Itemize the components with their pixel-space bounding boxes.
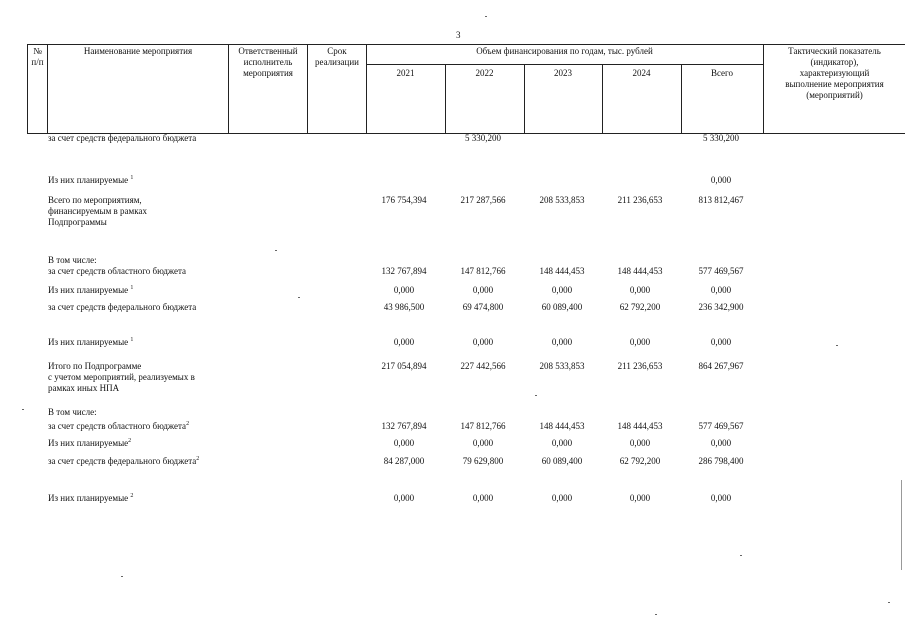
cell-value: 0,000 bbox=[472, 438, 494, 448]
cell-value: 79 629,800 bbox=[462, 456, 504, 466]
cell-value: 0,000 bbox=[710, 438, 732, 448]
row-label bbox=[48, 493, 238, 504]
cell-value: 148 444,453 bbox=[539, 421, 585, 431]
footnote-marker: 2 bbox=[128, 438, 132, 444]
cell-value: 0,000 bbox=[710, 337, 732, 347]
cell-value: 208 533,853 bbox=[539, 361, 585, 371]
scan-speck bbox=[485, 16, 487, 17]
row-label bbox=[48, 285, 238, 296]
row-label bbox=[48, 361, 238, 394]
cell-value: 0,000 bbox=[551, 438, 573, 448]
footnote-marker: 2 bbox=[186, 421, 190, 427]
cell-value: 217 287,566 bbox=[460, 195, 506, 205]
row-label-text: Из них планируемые bbox=[48, 438, 129, 448]
cell-value: 864 267,967 bbox=[698, 361, 744, 371]
cell-value: 211 236,653 bbox=[617, 361, 663, 371]
row-label bbox=[48, 438, 238, 449]
row-label bbox=[48, 421, 238, 432]
cell-value: 176 754,394 bbox=[381, 195, 427, 205]
cell-value: 0,000 bbox=[710, 493, 732, 503]
cell-value: 62 792,200 bbox=[619, 456, 661, 466]
cell-value: 0,000 bbox=[629, 285, 651, 295]
cell-value: 286 798,400 bbox=[698, 456, 744, 466]
cell-value: 0,000 bbox=[393, 438, 415, 448]
cell-value: 0,000 bbox=[551, 493, 573, 503]
cell-value: 0,000 bbox=[629, 493, 651, 503]
cell-value: 0,000 bbox=[472, 285, 494, 295]
cell-value: 132 767,894 bbox=[381, 266, 427, 276]
cell-value: 0,000 bbox=[393, 337, 415, 347]
cell-value: 132 767,894 bbox=[381, 421, 427, 431]
scan-speck bbox=[275, 250, 277, 251]
scan-speck bbox=[836, 345, 838, 346]
row-label bbox=[48, 195, 238, 228]
row-label-text: за счет средств областного бюджета bbox=[48, 266, 187, 276]
cell-value: 147 812,766 bbox=[460, 421, 506, 431]
row-label bbox=[48, 133, 238, 144]
footnote-marker: 2 bbox=[196, 456, 200, 462]
scan-speck bbox=[298, 297, 300, 298]
header-term: Срок реализации bbox=[315, 46, 359, 67]
cell-value: 148 444,453 bbox=[617, 266, 663, 276]
cell-value: 227 442,566 bbox=[460, 361, 506, 371]
cell-value: 60 089,400 bbox=[541, 456, 583, 466]
cell-value: 0,000 bbox=[629, 438, 651, 448]
row-label bbox=[48, 175, 238, 186]
cell-value: 577 469,567 bbox=[698, 266, 744, 276]
footnote-marker: 1 bbox=[130, 285, 134, 291]
header-responsible: Ответственный исполнитель мероприятия bbox=[238, 46, 298, 78]
header-indicator: Тактический показатель (индикатор), характеризующий выполнение мероприятия (мероприятий) bbox=[785, 46, 884, 100]
scan-speck bbox=[655, 614, 657, 615]
row-label-text: Из них планируемые bbox=[48, 285, 131, 295]
cell-value: 0,000 bbox=[393, 493, 415, 503]
cell-value: 0,000 bbox=[472, 493, 494, 503]
scan-speck bbox=[121, 576, 123, 577]
header-total: Всего bbox=[710, 68, 734, 78]
cell-value: 217 054,894 bbox=[381, 361, 427, 371]
scan-speck bbox=[535, 395, 537, 396]
row-label-text: Из них планируемые bbox=[48, 337, 131, 347]
cell-value: 148 444,453 bbox=[539, 266, 585, 276]
cell-value: 0,000 bbox=[710, 285, 732, 295]
cell-value: 813 812,467 bbox=[698, 195, 744, 205]
header-year-2022: 2022 bbox=[475, 68, 494, 78]
row-label bbox=[48, 407, 238, 418]
scan-speck bbox=[888, 602, 890, 603]
row-label bbox=[48, 337, 238, 348]
header-year-2021: 2021 bbox=[396, 68, 415, 78]
cell-value: 0,000 bbox=[393, 285, 415, 295]
header-number: № п/п bbox=[31, 46, 44, 67]
cell-value: 0,000 bbox=[551, 285, 573, 295]
footnote-marker: 1 bbox=[130, 175, 134, 181]
row-label-text: Итого по Подпрограмме с учетом мероприятий, реализуемых в рамках иных НПА bbox=[48, 361, 195, 393]
header-name: Наименование мероприятия bbox=[83, 46, 193, 56]
cell-value: 69 474,800 bbox=[462, 302, 504, 312]
cell-value: 5 330,200 bbox=[465, 133, 501, 143]
cell-value: 148 444,453 bbox=[617, 421, 663, 431]
cell-value: 43 986,500 bbox=[383, 302, 425, 312]
cell-value: 211 236,653 bbox=[617, 195, 663, 205]
cell-value: 0,000 bbox=[472, 337, 494, 347]
row-label bbox=[48, 255, 238, 266]
cell-value: 577 469,567 bbox=[698, 421, 744, 431]
footnote-marker: 2 bbox=[130, 493, 134, 499]
cell-value: 147 812,766 bbox=[460, 266, 506, 276]
cell-value: 62 792,200 bbox=[619, 302, 661, 312]
cell-value: 5 330,200 bbox=[703, 133, 739, 143]
cell-value: 208 533,853 bbox=[539, 195, 585, 205]
header-year-2024: 2024 bbox=[632, 68, 651, 78]
cell-value: 236 342,900 bbox=[698, 302, 744, 312]
row-label-text: Всего по мероприятиям, финансируемым в рамках Подпрограммы bbox=[48, 195, 147, 227]
row-label-text: В том числе: bbox=[48, 255, 97, 265]
footnote-marker: 1 bbox=[130, 337, 134, 343]
row-label-text: Из них планируемые bbox=[48, 493, 131, 503]
scan-speck bbox=[740, 555, 742, 556]
funding-divider bbox=[366, 64, 763, 65]
cell-value: 0,000 bbox=[710, 175, 732, 185]
cell-value: 84 287,000 bbox=[383, 456, 425, 466]
cell-value: 60 089,400 bbox=[541, 302, 583, 312]
cell-value: 0,000 bbox=[551, 337, 573, 347]
row-label-text: за счет средств областного бюджета bbox=[48, 421, 187, 431]
scan-speck bbox=[22, 409, 24, 410]
row-label-text: Из них планируемые bbox=[48, 175, 131, 185]
row-label bbox=[48, 456, 238, 467]
row-label-text: за счет средств федерального бюджета bbox=[48, 302, 197, 312]
header-funding: Объем финансирования по годам, тыс. рублей bbox=[476, 46, 653, 56]
row-label-text: В том числе: bbox=[48, 407, 97, 417]
row-label bbox=[48, 266, 238, 277]
row-label-text: за счет средств федерального бюджета bbox=[48, 456, 197, 466]
header-year-2023: 2023 bbox=[554, 68, 572, 78]
cell-value: 0,000 bbox=[629, 337, 651, 347]
page-number: 3 bbox=[456, 30, 461, 40]
scan-edge bbox=[901, 480, 902, 570]
row-label bbox=[48, 302, 238, 313]
row-label-text: за счет средств федерального бюджета bbox=[48, 133, 197, 143]
